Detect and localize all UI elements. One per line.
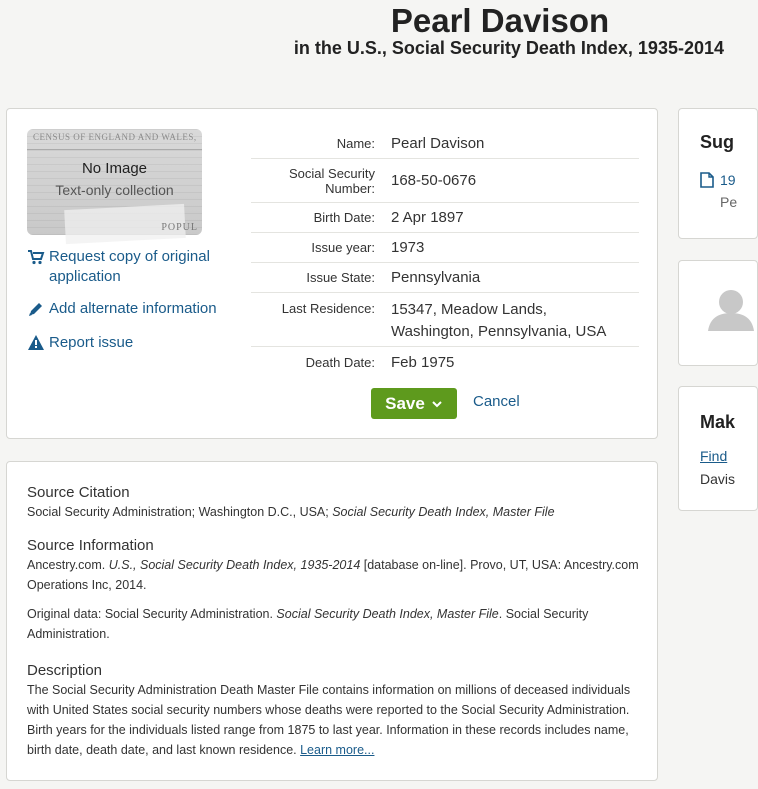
text-only-label: Text-only collection xyxy=(55,182,174,198)
detail-row-name xyxy=(251,129,639,159)
detail-value: 168-50-0676 xyxy=(391,172,477,189)
thumbnail-census-text: CENSUS OF ENGLAND AND WALES, xyxy=(33,132,197,142)
record-details-table xyxy=(251,129,639,377)
page-title: Pearl Davison xyxy=(390,2,610,39)
description-text: The Social Security Administration Death Master File contains information on millions of deceased individuals with United States social security numbers whose deaths were reported to the Social Security Administration. Birth years for the individuals listed range from 1875 to last year. Information in these records includes name, birth date, death date, and last known residence. Learn more... xyxy=(27,683,631,757)
detail-label: Death Date: xyxy=(305,354,375,370)
detail-value: Pearl Davison xyxy=(391,135,485,152)
suggested-title: Sug xyxy=(700,132,734,152)
detail-label: Name: xyxy=(336,136,375,151)
page-header xyxy=(0,0,732,100)
source-citation-heading: Source Citation xyxy=(27,484,130,501)
add-alternate-link[interactable] xyxy=(27,299,217,319)
detail-value: Pennsylvania xyxy=(391,269,481,286)
source-card xyxy=(6,461,658,781)
thumbnail-popu-text: POPUL xyxy=(161,222,198,233)
description-section xyxy=(27,662,647,760)
save-button[interactable] xyxy=(371,388,457,419)
save-label: Save xyxy=(385,393,425,413)
source-citation-text: Social Security Administration; Washington D.C., USA; Social Security Death Index, Master File xyxy=(27,505,555,519)
detail-label: Issue year: xyxy=(311,240,375,255)
make-connection-card xyxy=(678,386,758,511)
detail-label: Last Residence: xyxy=(281,301,375,316)
cart-icon xyxy=(27,248,45,266)
pencil-icon xyxy=(27,300,45,318)
detail-label: Issue State: xyxy=(306,270,375,285)
suggested-record-sub: Pe xyxy=(720,194,738,210)
detail-value: 15347, Meadow Lands, Washington, Pennsylvania, USA xyxy=(391,301,607,340)
source-information-heading: Source Information xyxy=(27,537,154,554)
learn-more-link[interactable]: Learn more... xyxy=(300,743,375,757)
detail-label: Birth Date: xyxy=(313,210,375,225)
make-title: Mak xyxy=(700,412,736,432)
detail-row-last-residence xyxy=(251,293,639,347)
description-heading: Description xyxy=(27,662,103,679)
warning-icon xyxy=(27,334,45,352)
chevron-down-icon xyxy=(431,398,443,410)
detail-row-ssn xyxy=(251,159,639,203)
no-image-label: No Image xyxy=(81,160,148,177)
cancel-button[interactable]: Cancel xyxy=(473,393,520,410)
detail-value: 1973 xyxy=(391,239,425,256)
source-information-text: Ancestry.com. U.S., Social Security Death Index, 1935-2014 [database on-line]. Provo, UT, USA: Ancestry.com Operations Inc, 2014. xyxy=(27,558,639,592)
detail-row-death-date xyxy=(251,347,639,377)
detail-label: Social Security Number: xyxy=(289,165,375,196)
detail-row-issue-year xyxy=(251,233,639,263)
thumbnail-rule xyxy=(27,149,202,150)
suggested-record-link[interactable]: 19 xyxy=(720,172,736,188)
report-issue-link[interactable] xyxy=(27,333,133,353)
source-citation-section xyxy=(27,484,647,522)
source-information-section xyxy=(27,537,647,644)
detail-row-issue-state xyxy=(251,263,639,293)
find-link[interactable]: Find xyxy=(700,448,728,464)
request-copy-label: Request copy of original application xyxy=(49,248,210,285)
person-silhouette-icon xyxy=(706,287,756,337)
suggested-records-card xyxy=(678,108,758,239)
request-copy-link[interactable] xyxy=(27,247,227,287)
collection-subtitle: in the U.S., Social Security Death Index, 1935-2014 xyxy=(293,38,724,58)
record-image-thumbnail[interactable] xyxy=(27,129,202,235)
add-alternate-label: Add alternate information xyxy=(49,300,217,317)
record-card xyxy=(6,108,658,439)
profile-card xyxy=(678,260,758,366)
detail-value: 2 Apr 1897 xyxy=(391,209,464,226)
davis-text: Davis xyxy=(700,471,736,487)
detail-value: Feb 1975 xyxy=(391,353,455,371)
document-icon xyxy=(700,172,714,188)
original-data-text: Original data: Social Security Administration. Social Security Death Index, Master File. Social Security Administration. xyxy=(27,607,589,641)
detail-row-birth-date xyxy=(251,203,639,233)
report-issue-label: Report issue xyxy=(49,334,134,351)
